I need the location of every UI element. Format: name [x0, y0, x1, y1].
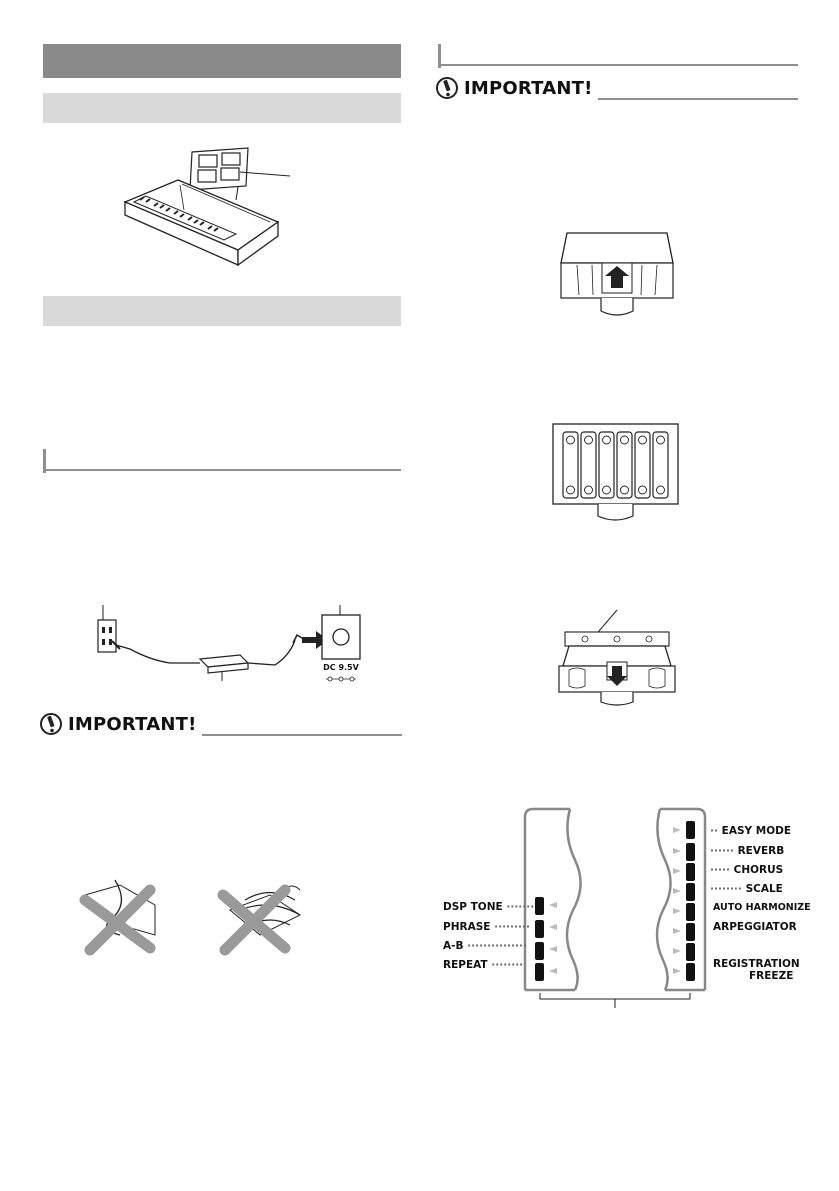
panel-label-registration [713, 958, 800, 970]
panel-label-a-b: A-B ··············· [443, 940, 527, 952]
phrase-text: PHRASE [443, 921, 491, 933]
important-heading-right [436, 76, 798, 104]
panel-label-dsp-tone: DSP TONE ······· [443, 901, 535, 913]
subsection-rule [43, 469, 401, 471]
panel-label-repeat: REPEAT ········ [443, 959, 524, 971]
freeze-text: FREEZE [749, 970, 794, 982]
repeat-text: REPEAT [443, 959, 488, 971]
panel-label-chorus: ····· CHORUS [710, 864, 784, 876]
important-label-left: IMPORTANT! [68, 714, 197, 735]
important-icon [40, 712, 64, 736]
subsection-header-bar-power [43, 296, 401, 326]
section-header-bar [43, 44, 401, 78]
registration-text: REGISTRATION [713, 958, 800, 970]
adaptor-illustration [90, 605, 370, 690]
jack-label: DC 9.5V [323, 663, 359, 672]
button-panel-illustration [515, 805, 715, 1010]
important-heading-left [40, 712, 402, 740]
battery-cover-illustration [557, 233, 677, 318]
arpeggiator-text: ARPEGGIATOR [713, 921, 797, 933]
scale-text: SCALE [745, 883, 783, 895]
important-rule-right [598, 98, 798, 100]
subsection-header-bar-music-stand [43, 93, 401, 123]
auto-harmonize-text: AUTO HARMONIZE [713, 902, 811, 913]
important-rule-left [202, 734, 402, 736]
right-section-rule [438, 64, 798, 66]
important-icon [436, 76, 460, 100]
panel-label-reverb: ······ REVERB [710, 845, 785, 857]
battery-close-illustration [557, 610, 677, 710]
panel-label-easy-mode: ·· EASY MODE [710, 825, 792, 837]
prohibited-cord-illustration [80, 880, 310, 955]
panel-label-scale: ········ SCALE [710, 883, 783, 895]
panel-label-arpeggiator [713, 921, 797, 933]
panel-label-freeze [749, 970, 793, 982]
important-label-right: IMPORTANT! [464, 78, 593, 99]
battery-compartment-illustration [553, 424, 678, 524]
reverb-text: REVERB [737, 845, 785, 857]
chorus-text: CHORUS [733, 864, 784, 876]
easy-mode-text: EASY MODE [721, 825, 792, 837]
panel-label-phrase: PHRASE ········· [443, 921, 530, 933]
panel-label-auto-harmonize [713, 902, 811, 913]
keyboard-illustration [120, 140, 300, 275]
dsp-tone-text: DSP TONE [443, 901, 503, 913]
a-b-text: A-B [443, 940, 464, 952]
